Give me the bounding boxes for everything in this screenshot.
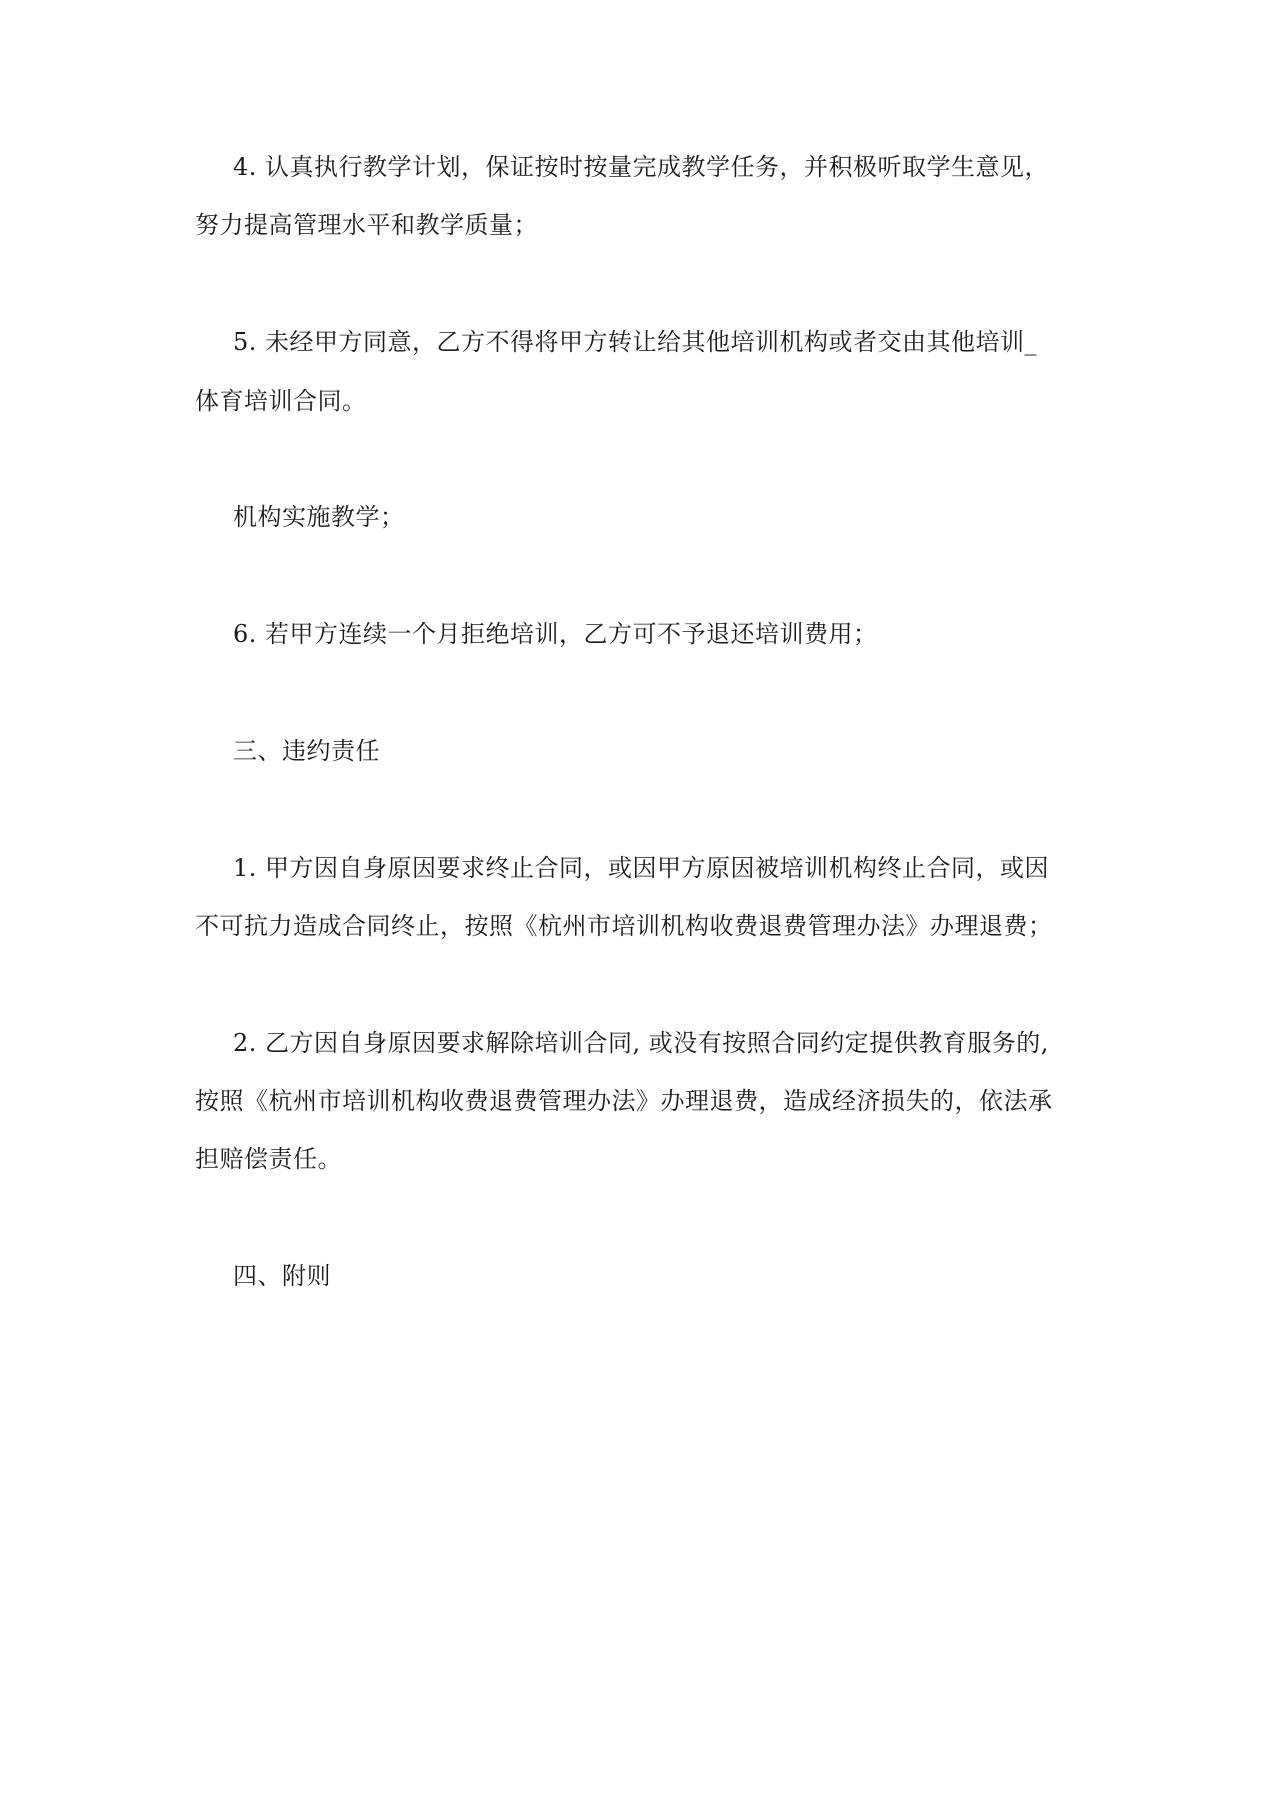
section-3-item-2-line-2: 按照《杭州市培训机构收费退费管理办法》办理退费，造成经济损失的，依法承 — [195, 1087, 1053, 1115]
section-3-item-2-line-1: 2. 乙方因自身原因要求解除培训合同, 或没有按照合同约定提供教育服务的, — [233, 1029, 1049, 1057]
paragraph-4-line-1: 4. 认真执行教学计划，保证按时按量完成教学任务，并积极听取学生意见， — [233, 153, 1050, 181]
paragraph-4-line-2: 努力提高管理水平和教学质量； — [195, 211, 538, 239]
paragraph-5-line-1: 5. 未经甲方同意，乙方不得将甲方转让给其他培训机构或者交由其他培训_ — [233, 328, 1038, 356]
paragraph-5-continuation: 机构实施教学； — [233, 503, 405, 531]
section-4-heading: 四、附则 — [233, 1262, 331, 1290]
section-3-heading: 三、违约责任 — [233, 737, 380, 765]
section-3-item-1-line-2: 不可抗力造成合同终止，按照《杭州市培训机构收费退费管理办法》办理退费； — [195, 912, 1053, 940]
paragraph-5-line-2: 体育培训合同。 — [195, 387, 367, 415]
section-3-item-2-line-3: 担赔偿责任。 — [195, 1145, 342, 1173]
section-3-item-1-line-1: 1. 甲方因自身原因要求终止合同，或因甲方原因被培训机构终止合同，或因 — [233, 854, 1050, 882]
paragraph-6-line-1: 6. 若甲方连续一个月拒绝培训，乙方可不予退还培训费用； — [233, 620, 878, 648]
